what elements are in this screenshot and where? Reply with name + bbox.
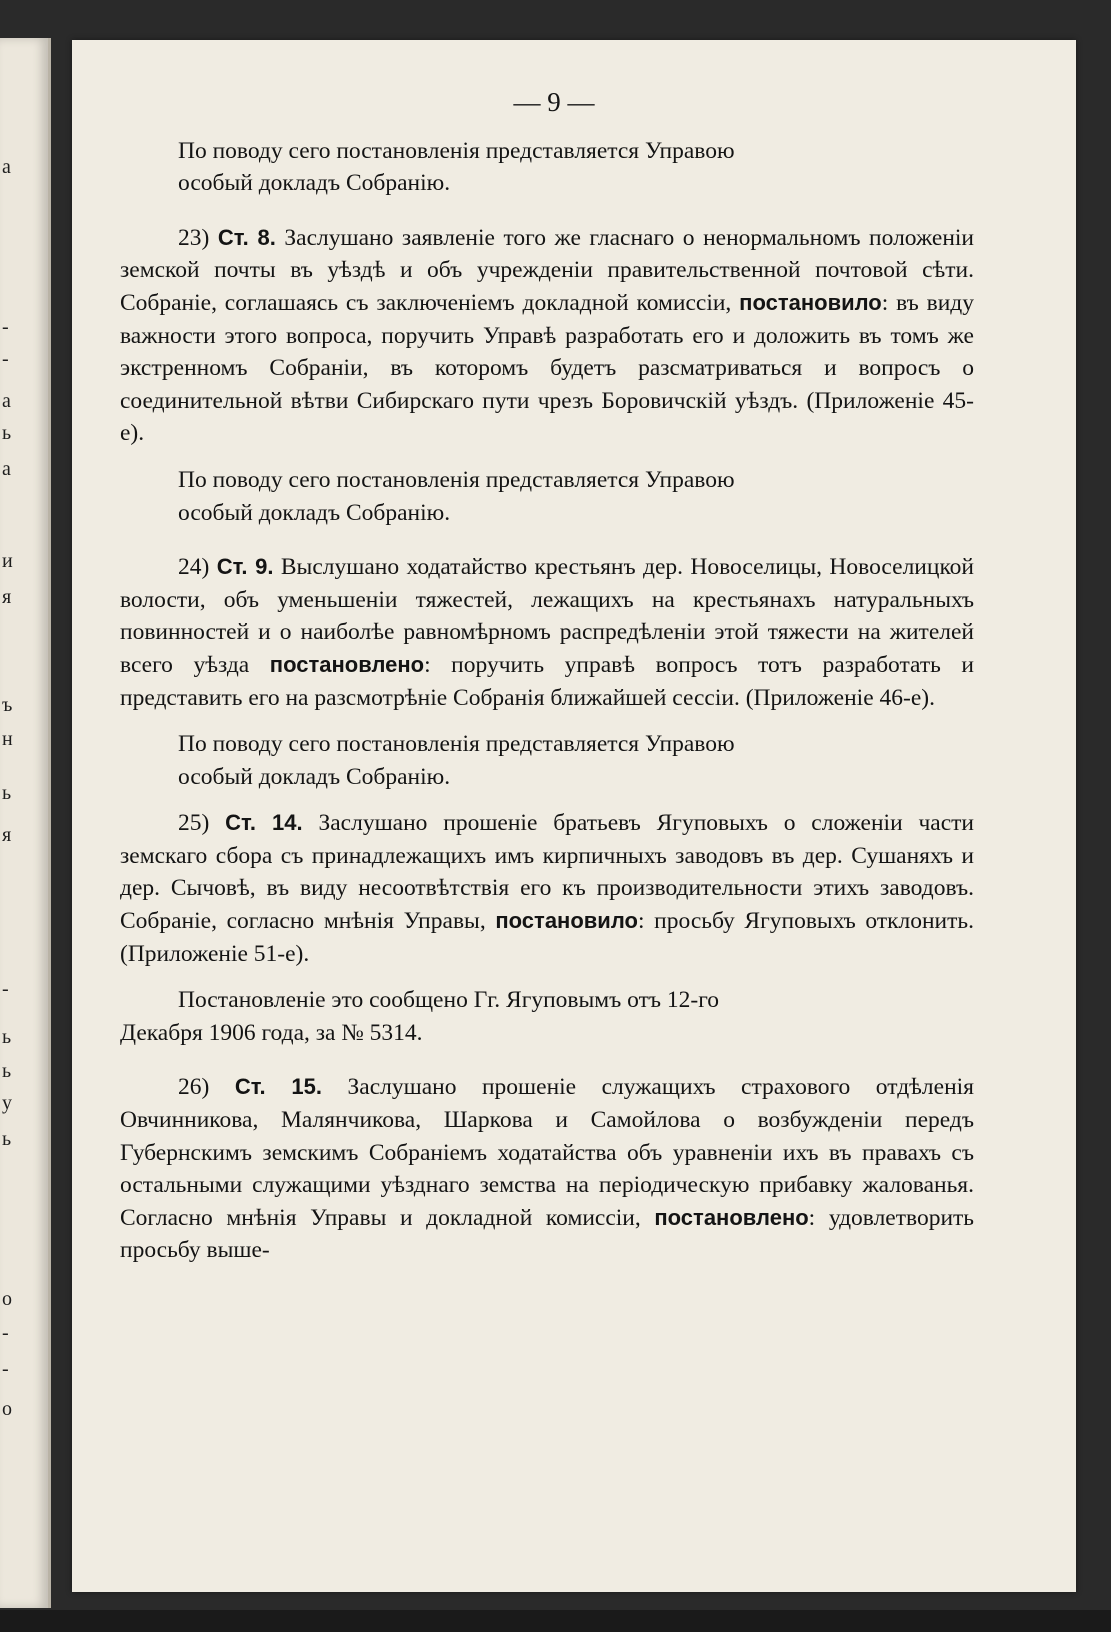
item-text: Заслушано заявленіе того же гласнаго о ненормальномъ положеніи земской почты въ уѣздѣ и объ учрежденіи правительственной почтовой сѣти. Собраніе, соглашаясь съ заключеніемъ докладной комиссіи, bbox=[120, 224, 975, 316]
note-line-2: особый докладъ Собранію. bbox=[178, 170, 451, 197]
margin-fragment: и bbox=[2, 550, 13, 572]
note-line-1: По поводу сего постановленія представляется Управою bbox=[178, 466, 735, 493]
resolution-item-24 bbox=[120, 551, 974, 714]
item-text-cont: : поручить управѣ вопросъ тотъ разработать и представить его на разсмотрѣніе Собранія ближайшей сессіи. (Приложеніе 46-е). bbox=[120, 651, 974, 711]
margin-fragment: о bbox=[2, 1288, 12, 1310]
item-text-cont: : въ виду важности этого вопроса, поручить Управѣ разработать его и доложить въ томъ же экстренномъ Собраніи, въ которомъ будетъ разсматриваться и вопросъ о соединительной вѣтви Сибирскаго пути чрезъ Боровичскій уѣздъ. (Приложеніе 45-е). bbox=[120, 289, 974, 447]
note-line-1: По поводу сего постановленія представляется Управою bbox=[178, 731, 735, 758]
margin-fragment: ь bbox=[2, 422, 12, 444]
item-number: 25) bbox=[178, 810, 210, 837]
resolution-item-26 bbox=[120, 1071, 974, 1267]
margin-fragment: ь bbox=[2, 1128, 12, 1150]
margin-fragment: - bbox=[2, 1358, 9, 1380]
article-ref: Ст. 14. bbox=[225, 810, 303, 836]
article-ref: Ст. 9. bbox=[216, 554, 274, 580]
item-number: 23) bbox=[178, 224, 210, 251]
item-number: 26) bbox=[178, 1074, 210, 1101]
item-number: 24) bbox=[178, 554, 210, 581]
page-number: — 9 — bbox=[513, 87, 595, 117]
margin-fragment: ь bbox=[2, 782, 12, 804]
item-text: Заслушано прошеніе братьевъ Ягуповыхъ о сложеніи части земскаго сбора съ принадлежащихъ имъ кирпичныхъ заводовъ въ дер. Сушаняхъ и дер. Сычовѣ, въ виду несоотвѣтствія его къ производительности этихъ заводовъ. Собраніе, согласно мнѣнія Управы, bbox=[120, 810, 975, 935]
decision-keyword: постановило bbox=[739, 289, 882, 315]
margin-fragment: ъ bbox=[2, 694, 13, 716]
margin-fragment: н bbox=[2, 728, 13, 750]
note-paragraph bbox=[120, 464, 974, 529]
note-line-2: особый докладъ Собранію. bbox=[178, 499, 451, 526]
margin-fragment: - bbox=[2, 316, 9, 338]
note-line-2: особый докладъ Собранію. bbox=[178, 763, 451, 790]
document-page bbox=[72, 40, 1076, 1592]
item-text-cont: : удовлетворить просьбу выше- bbox=[120, 1204, 975, 1264]
note-line-2: Декабря 1906 года, за № 5314. bbox=[120, 1019, 423, 1046]
item-text: Выслушано ходатайство крестьянъ дер. Новоселицы, Новоселицкой волости, объ уменьшеніи тяжестей, лежащихъ на крестьянахъ натуральныхъ повинностей и о наиболѣе равномѣрномъ распредѣленіи этой тяжести на жителей всего уѣзда bbox=[120, 554, 974, 678]
margin-fragment: - bbox=[2, 978, 9, 1000]
article-ref: Ст. 15. bbox=[234, 1074, 322, 1100]
margin-fragment: я bbox=[2, 586, 12, 608]
note-paragraph bbox=[120, 135, 974, 200]
scan-bottom-edge bbox=[0, 1610, 1111, 1632]
margin-fragment: у bbox=[2, 1092, 12, 1114]
resolution-item-23 bbox=[120, 222, 974, 450]
margin-fragment: ь bbox=[2, 1026, 12, 1048]
decision-keyword: постановило bbox=[495, 908, 638, 934]
article-ref: Ст. 8. bbox=[217, 224, 276, 250]
decision-keyword: постановлено bbox=[654, 1204, 809, 1230]
margin-fragment: о bbox=[2, 1398, 12, 1420]
margin-fragment: - bbox=[2, 1322, 9, 1344]
note-line-1: Постановленіе это сообщено Гг. Ягуповымъ отъ 12-го bbox=[178, 987, 720, 1014]
margin-fragment: а bbox=[2, 458, 11, 480]
note-paragraph bbox=[120, 728, 974, 793]
resolution-item-25 bbox=[120, 807, 974, 970]
left-page-edge bbox=[0, 38, 51, 1608]
margin-fragment: а bbox=[2, 156, 11, 178]
page-text bbox=[120, 86, 974, 1267]
margin-fragment: - bbox=[2, 348, 9, 370]
note-line-1: По поводу сего постановленія представляется Управою bbox=[178, 137, 735, 164]
margin-fragment: а bbox=[2, 390, 11, 412]
margin-fragment: ь bbox=[2, 1060, 12, 1082]
note-paragraph bbox=[120, 984, 974, 1049]
item-text-cont: : просьбу Ягуповыхъ отклонить. (Приложеніе 51-е). bbox=[120, 908, 974, 967]
margin-fragment: я bbox=[2, 824, 12, 846]
item-text: Заслушано прошеніе служащихъ страхового отдѣленія Овчинникова, Малянчикова, Шаркова и Самойлова о возбужденіи передъ Губернскимъ земскимъ Собраніемъ ходатайства объ уравненіи ихъ въ правахъ съ остальными служащими уѣзднаго земства на періодическую прибавку жалованья. Согласно мнѣнія Управы и докладной комиссіи, bbox=[120, 1074, 974, 1231]
decision-keyword: постановлено bbox=[269, 651, 425, 677]
